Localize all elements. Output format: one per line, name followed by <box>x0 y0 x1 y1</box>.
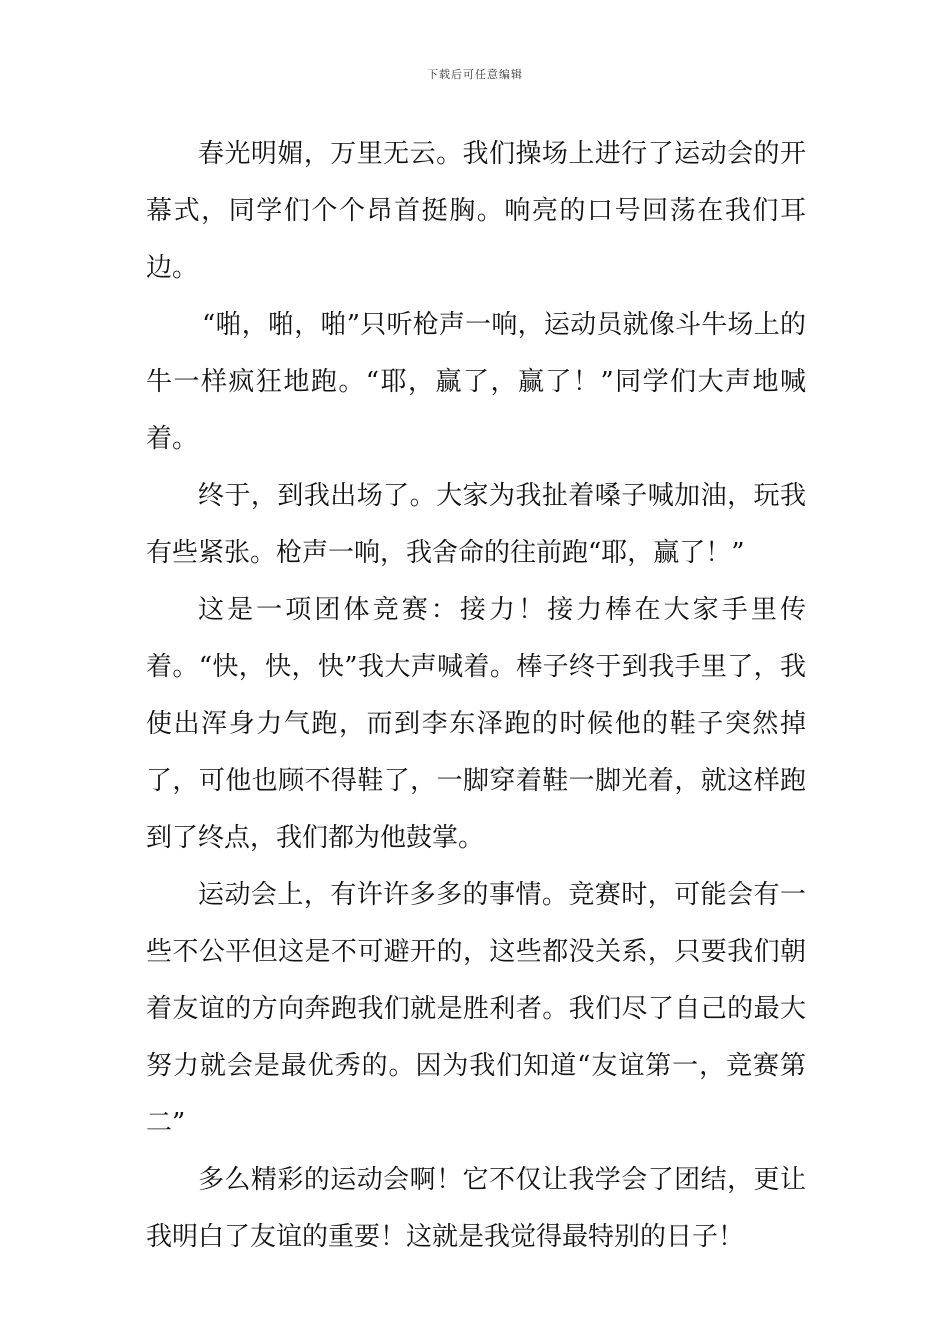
paragraph-3: 终于，到我出场了。大家为我扯着嗓子喊加油，玩我有些紧张。枪声一响，我舍命的往前跑“耶，赢了！” <box>146 481 806 568</box>
header-note: 下载后可任意编辑 <box>427 68 523 81</box>
paragraph-5: 运动会上，有许许多多的事情。竞赛时，可能会有一些不公平但这是不可避开的，这些都没关系，只要我们朝着友谊的方向奔跑我们就是胜利者。我们尽了自己的最大努力就会是最优秀的。因为我们知道“友谊第一，竞赛第二” <box>146 880 806 1138</box>
paragraph-4: 这是一项团体竞赛：接力！接力棒在大家手里传着。“快，快，快”我大声喊着。棒子终于到我手里了，我使出浑身力气跑，而到李东泽跑的时候他的鞋子突然掉了，可他也顾不得鞋了，一脚穿着鞋一脚光着，就这样跑到了终点，我们都为他鼓掌。 <box>146 595 806 853</box>
article-body <box>146 126 806 1266</box>
paragraph-1: 春光明媚，万里无云。我们操场上进行了运动会的开幕式，同学们个个昂首挺胸。响亮的口号回荡在我们耳边。 <box>146 139 806 283</box>
paragraph-2: “啪，啪，啪”只听枪声一响，运动员就像斗牛场上的牛一样疯狂地跑。“耶，赢了，赢了！”同学们大声地喊着。 <box>146 310 806 454</box>
paragraph-6: 多么精彩的运动会啊！它不仅让我学会了团结，更让我明白了友谊的重要！这就是我觉得最特别的日子！ <box>146 1165 806 1252</box>
